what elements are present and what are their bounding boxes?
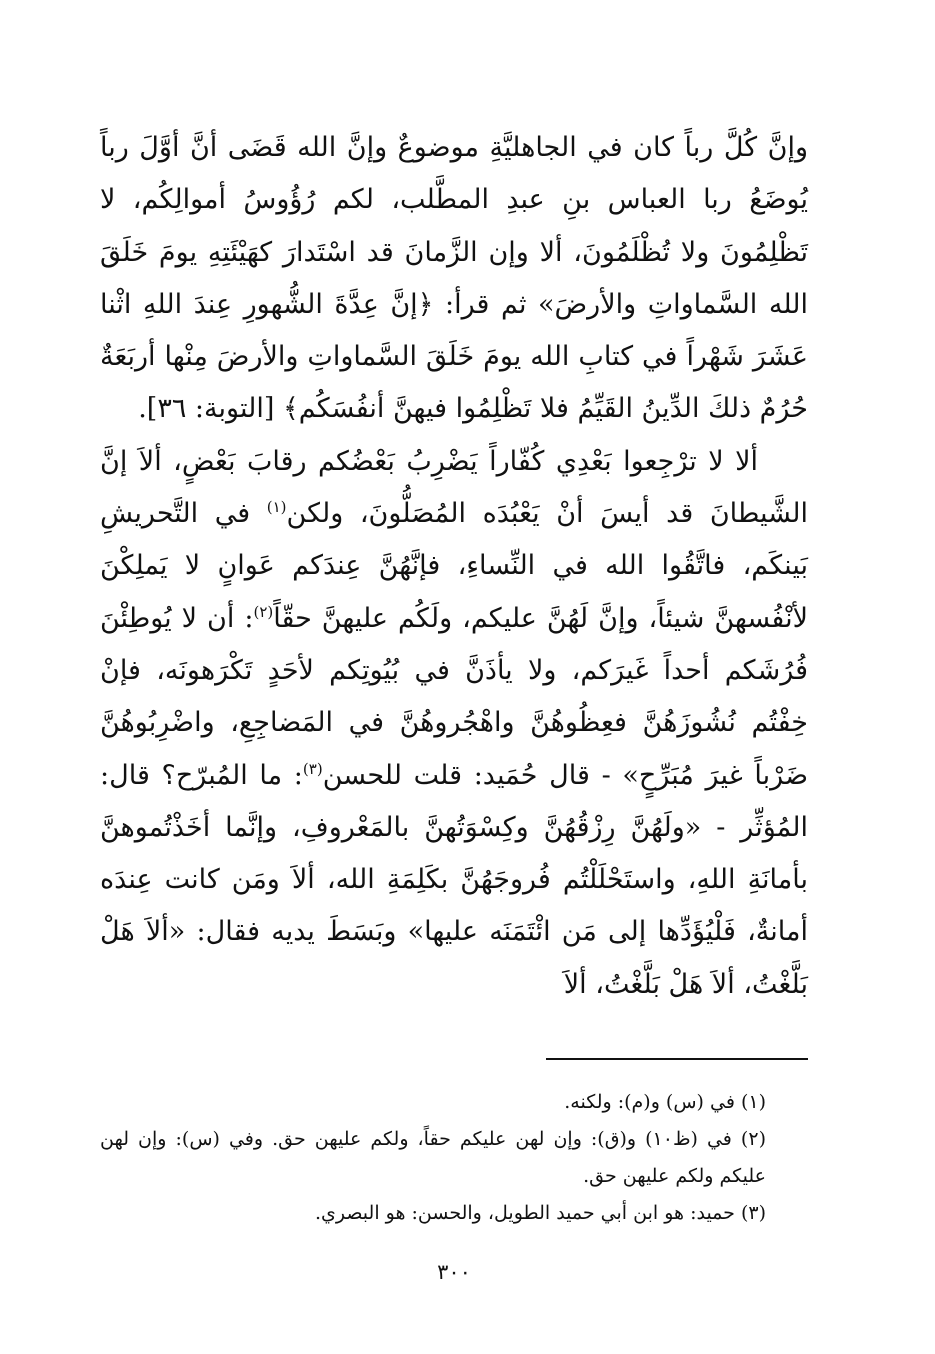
footnote-ref-3[interactable]: (٣) (302, 759, 323, 778)
paragraph-2-part-b: في التَّحريشِ بَينكَم، فاتَّقُوا الله في النِّساءِ، فإنَّهُنَّ عِندَكم عَوانٍ لا يَملِكْنَ لأنْفُسهنَّ شيئاً، وإنَّ لَهُنَّ عليكم، ولَكُم عليهنَّ حقّاً (100, 498, 808, 634)
footnote-3: (٣) حميد: هو ابن أبي حميد الطويل، والحسن: هو البصري. (314, 1202, 766, 1224)
page-number: ٣٠٠ (437, 1260, 471, 1284)
paragraph-1: وإنَّ كُلَّ رباً كان في الجاهليَّةِ موضوعٌ وإنَّ الله قَضَى أنَّ أوَّلَ رباً يُوضَعُ ربا العباس بنِ عبدِ المطَّلب، لكم رُؤُوسُ أموالِكُم، لا تَظْلِمُونَ ولا تُظْلَمُونَ، ألا وإن الزَّمانَ قد اسْتَدارَ كهَيْئَتِهِ يومَ خَلَقَ الله السَّماواتِ والأرضَ» ثم قرأ: ﴿إنَّ عِدَّةَ الشُّهورِ عِندَ اللهِ اثْنا عَشَرَ شَهْراً في كتابِ الله يومَ خَلَقَ السَّماواتِ والأرضَ مِنْها أربَعَةٌ حُرُمٌ ذلكَ الدِّينُ القَيِّمُ فلا تَظْلِمُوا فيهنَّ أنفُسَكُم﴾ [التوبة: ٣٦]. (100, 132, 808, 425)
footnote-divider (546, 1058, 808, 1060)
main-text (100, 122, 808, 1011)
paragraph-2-part-d: : ما المُبرّح؟ قال: المُؤثِّر - «ولَهُنَّ رِزْقُهُنَّ وكِسْوَتُهنَّ بالمَعْروفِ، وإنَّما أخَذْتُموهنَّ بأمانَةِ اللهِ، واستَحْلَلْتُم فُروجَهُنَّ بكَلِمَةِ الله، ألاَ ومَن كانت عِندَه أمانةٌ، فَلْيُؤَدِّها إلى مَن ائْتَمَنَه عليها» وبَسَطَ يديه فقال: «ألاَ هَلْ بَلَّغْتُ، ألاَ هَلْ بَلَّغْتُ، ألاَ (100, 759, 808, 1000)
footnote-2: (٢) في (ظ١٠) و(ق): وإن لهن عليكم حقاً، ولكم عليهن حق. وفي (س): وإن لهن عليكم ولكم عليهن حق. (100, 1128, 766, 1187)
paragraph-2-part-c: : أن لا يُوطِئْنَ فُرُشَكم أحداً غَيرَكم، ولا يأذَنَّ في بُيُوتِكم لأحَدٍ تَكْرَهونَه، فإنْ خِفْتُم نُشُوزَهُنَّ فعِظُوهُنَّ واهْجُروهُنَّ في المَضاجِعِ، واضْرِبُوهُنَّ ضَرْباً غيرَ مُبَرِّحٍ» - قال حُمَيد: قلت للحسن (100, 602, 808, 791)
footnote-ref-2[interactable]: (٢) (253, 602, 274, 621)
footnotes (100, 1084, 808, 1232)
footnote-1: (١) في (س) و(م): ولكنه. (564, 1091, 766, 1113)
book-page (100, 122, 808, 1322)
paragraph-2 (100, 436, 808, 1011)
paragraph-2-part-a: ألا لا ترْجِعوا بَعْدِي كُفّاراً يَضْرِبُ بَعْضُكم رقابَ بَعْضٍ، ألاَ إنَّ الشَّيطانَ قد أيسَ أنْ يَعْبُدَه المُصَلُّونَ، ولكن (100, 445, 808, 530)
footnote-ref-1[interactable]: (١) (266, 498, 287, 517)
